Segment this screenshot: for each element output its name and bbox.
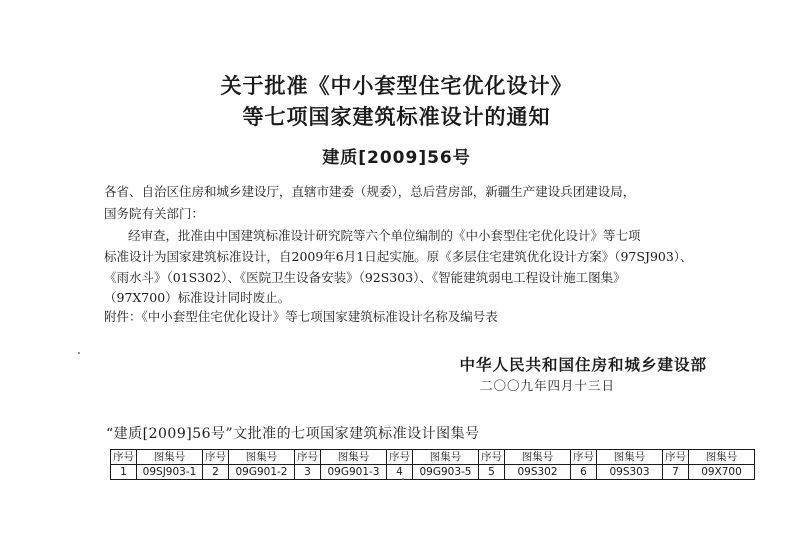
cell-code: 09G901-2 [229,465,295,480]
catalog-header-row [111,450,755,465]
cell-seq: 7 [663,465,689,480]
header-seq: 序号 [111,450,137,465]
body-recipients-line-2: 国务院有关部门： [104,206,205,221]
notice-title-line-2: 等七项国家建筑标准设计的通知 [242,104,551,129]
cell-code: 09G901-3 [321,465,387,480]
cell-seq: 5 [479,465,505,480]
header-code: 图集号 [229,450,295,465]
catalog-table-title: “建质[2009]56号”文批准的七项国家建筑标准设计图集号 [106,426,480,442]
cell-code: 09X700 [689,465,755,480]
header-code: 图集号 [505,450,571,465]
attachment-line: 附件：《中小套型住宅优化设计》等七项国家建筑标准设计名称及编号表 [104,309,498,324]
header-seq: 序号 [387,450,413,465]
header-seq: 序号 [571,450,597,465]
document-number: 建质[2009]56号 [322,148,471,168]
cell-code: 09S303 [597,465,663,480]
header-seq: 序号 [203,450,229,465]
body-paragraph-line-1: 经审查，批准由中国建筑标准设计研究院等六个单位编制的《中小套型住宅优化设计》等七项 [128,228,641,243]
header-code: 图集号 [689,450,755,465]
issue-date: 二〇〇九年四月十三日 [480,378,616,393]
header-code: 图集号 [413,450,479,465]
header-seq: 序号 [663,450,689,465]
cell-code: 09S302 [505,465,571,480]
cell-seq: 4 [387,465,413,480]
scan-speck [402,478,404,480]
notice-title-line-1: 关于批准《中小套型住宅优化设计》 [220,73,573,98]
cell-code: 09G903-5 [413,465,479,480]
header-seq: 序号 [479,450,505,465]
body-recipients-line-1: 各省、自治区住房和城乡建设厅，直辖市建委（规委），总后营房部，新疆生产建设兵团建设局， [104,184,636,199]
issuer-name: 中华人民共和国住房和城乡建设部 [459,356,707,374]
header-code: 图集号 [597,450,663,465]
cell-seq: 1 [111,465,137,480]
cell-seq: 6 [571,465,597,480]
cell-seq: 2 [203,465,229,480]
body-paragraph-line-4: （97X700）标准设计同时废止。 [104,290,291,305]
body-paragraph-line-2: 标准设计为国家建筑标准设计，自2009年6月1日起实施。原《多层住宅建筑优化设计方案》（97SJ903）、 [104,249,693,264]
cell-seq: 3 [295,465,321,480]
scan-speck [78,352,80,354]
body-paragraph-line-3: 《雨水斗》（01S302）、《医院卫生设备安装》（92S303）、《智能建筑弱电工程设计施工图集》 [104,270,626,285]
cell-code: 09SJ903-1 [137,465,203,480]
header-code: 图集号 [137,450,203,465]
catalog-data-row [111,465,755,480]
header-code: 图集号 [321,450,387,465]
catalog-table [110,449,755,480]
header-seq: 序号 [295,450,321,465]
